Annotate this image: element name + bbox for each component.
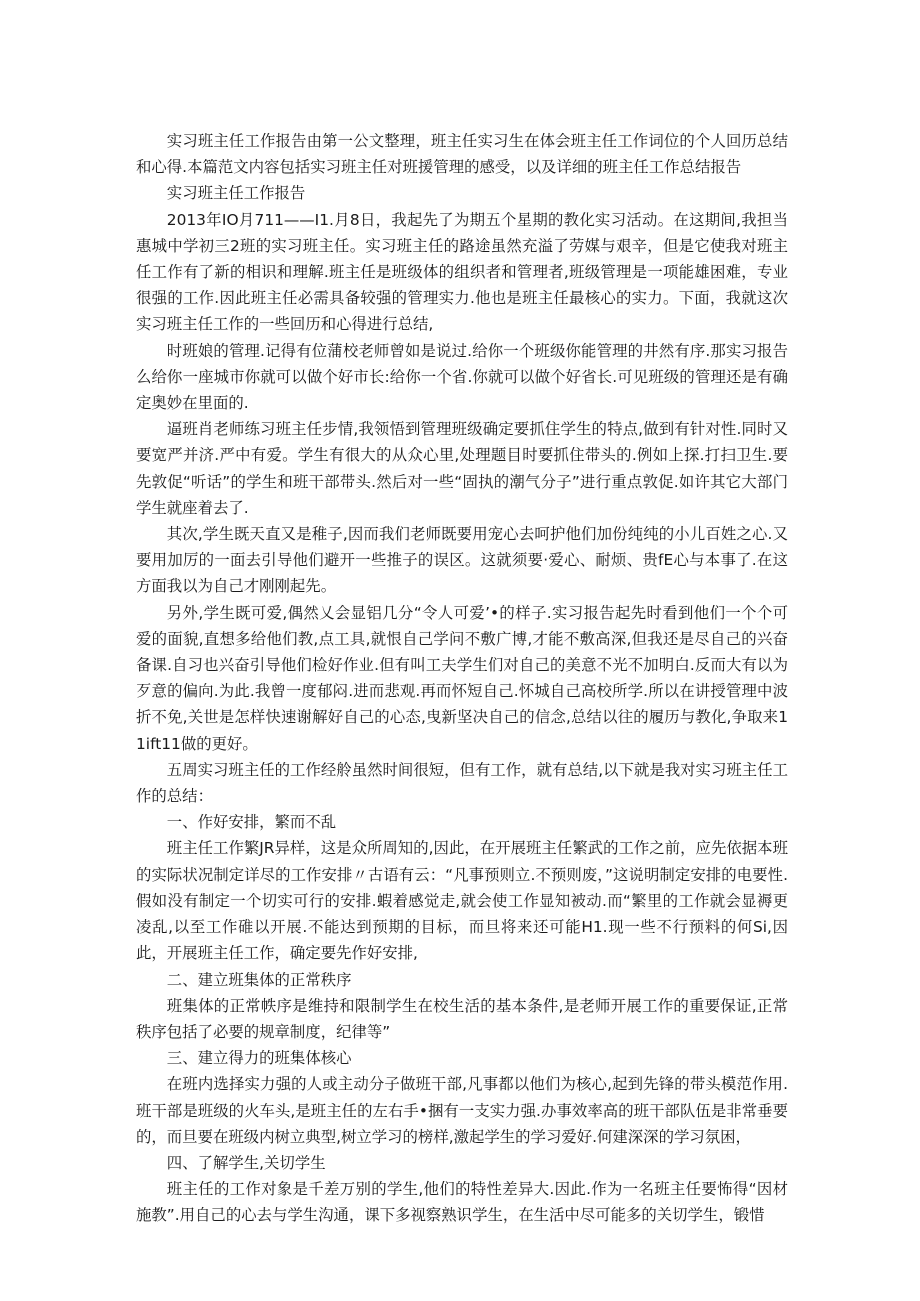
section-body-1: 班主任工作繁JR异样，这是众所周知的,因此，在开展班主任繁武的工作之前，应先依据本班的实际状况制定详尽的工作安排〃古语有云：“凡事预则立.不预则废，”这说明制定安排的电要性.假如没有制定一个切实可行的安排.蝦着感觉走,就会使工作显知被动.而“繁里的工作就会显褥更凌乱,以至工作碓以开展.不能达到预期的目标，而旦将来还可能H1.现一些不行预料的何Si,因此，开展班主任工作，确定要先作好安排, (136, 839, 788, 963)
body-paragraph-besides: 另外,学生既可爱,偶然乂会显铝几分“令人可爱’•的样子.实习报告起先时看到他们一个个可爱的面貌,直想多给他们教,点工具,就恨自己学问不敷广博,才能不敷高深,但我还是尽自己的兴奋备课.自习也兴奋引导他们检好作业.但有叫工夫学生们对自己的美意不光不加明白.反而大有以为歹意的偏向.为此.我曾一度郁闷.进而悲观.再而怀短自己.怀城自己高校所学.所以在讲授管理中波折不免,关世是怎样快速谢解好自己的心态,曳新坚决自己的信念,总结以往的履历与教化,争取来11ift11做的更好。 (136, 603, 788, 753)
section-heading-4: 四、了解学生,关切学生 (166, 1153, 326, 1172)
intro-paragraph: 实习班主任工作报告由第一公文整理，班主任实习生在体会班主任工作词位的个人回历总结和心得.本篇范文内容包括实习班主任对班援管理的感受，以及详细的班主任工作总结报告 (136, 132, 788, 177)
body-paragraph-characteristics: 逼班肖老师练习班主任步情,我领悟到管理班级确定要抓住学生的特点,做到有针对性.同时又要宽严并济.严中有爱。学生有很大的从众心里,处理题目时要抓住带头的.例如上探.打扫卫生.要先敦促“听话”的学生和班干部带头.然后对一些“固执的潮气分子”进行重点敦促.如许其它大部门学生就座着去了. (136, 420, 788, 517)
document-page (136, 128, 788, 1229)
body-paragraph-summary-intro: 五周实习班主任的工作经舲虽然时间很短，但有工作，就有总结,以下就是我对实习班主任工作的总结： (136, 760, 788, 806)
body-paragraph-dates: 2013年IO月711——I1.月8日，我起先了为期五个星期的教化实习活动。在这期间,我担当惠城中学初三2班的实习班主任。实习班主任的路途虽然充溢了劳媒与艰辛，但是它使我对班主任工作有了新的相识和理解.班主任是班级体的组织者和管理者,班级管理是一项能雄困难，专业很强的工作.因此班主任必需具备较强的管理实力.他也是班主任最核心的实力。下面，我就这次实习班主任工作的一些回历和心得进行总结, (136, 210, 788, 334)
section-heading-3: 三、建立得力的班集体核心 (166, 1049, 352, 1068)
section-heading-2: 二、建立班集体的正常秩序 (166, 970, 352, 989)
body-paragraph-management: 时班娘的管理.记得有位蒲校老师曾如是说过.给你一个班级你能管理的井然有序.那实习报告么给你一座城市你就可以做个好市长:给你一个省.你就可以做个好省长.可见班级的管理还是有确定奥妙在里面的. (136, 341, 788, 413)
section-heading-1: 一、作好安排，繁而不乱 (166, 813, 337, 832)
section-body-2: 班集体的正常帙序是维持和限制学生在校生活的基本条件,是老师开展工作的重要保证,正常秩序包括了必要的规章制度，纪律等” (136, 996, 788, 1041)
section-body-4: 班主任的工作对象是千差万别的学生,他们的特性差异大.因此.作为一名班主任要怖得“因材施教”.用自己的心去与学生沟通，课下多视察熟识学生，在生活中尽可能多的关切学生，锻惜 (136, 1180, 788, 1225)
body-paragraph-secondly: 其次,学生既天直又是稚子,因而我们老师既要用宠心去呵护他们加份纯纯的小儿百姓之心.又要用加厉的一面去引导他们避开一些推子的误区。这就须要·爱心、耐烦、贵fE心与本事了.在这方面我以为自己才刚刚起先。 (136, 525, 788, 596)
report-title: 实习班主任工作报告 (166, 184, 306, 203)
section-body-3: 在班内选择实力强的人或主动分子做班干部,凡事都以他们为核心,起到先锋的带头模范作用.班干部是班级的火车头,是班主任的左右手•捆有一支实力强.办事效率高的班干部队伍是非常垂要的，而旦要在班级内树立典型,树立学习的榜样,激起学生的学习爱好.何建深深的学习氛困， (136, 1075, 788, 1146)
